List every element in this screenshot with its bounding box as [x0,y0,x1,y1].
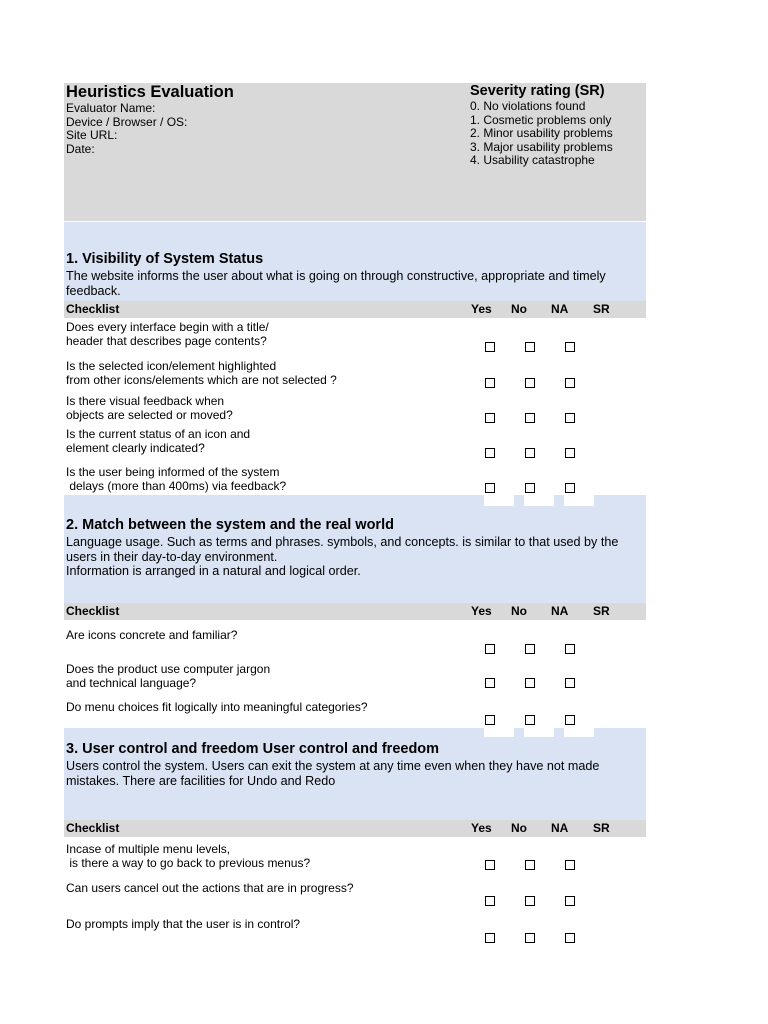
yes-checkbox[interactable] [485,933,495,943]
column-sr: SR [593,821,610,835]
na-checkbox[interactable] [565,378,575,388]
white-cell [484,728,514,737]
section-description: The website informs the user about what is going on through constructive, appropriate and timely feedback. [66,269,606,298]
white-cell [524,495,554,506]
yes-checkbox[interactable] [485,342,495,352]
yes-checkbox[interactable] [485,448,495,458]
severity-legend [470,100,613,168]
field-evaluator-name: Evaluator Name: [66,101,156,115]
yes-checkbox[interactable] [485,715,495,725]
na-checkbox[interactable] [565,933,575,943]
section-title: 3. User control and freedom User control and freedom [66,741,440,757]
question-item: Does the product use computer jargon and technical language? [66,662,271,690]
question-item: Is the current status of an icon and element clearly indicated? [66,427,251,455]
yes-checkbox[interactable] [485,678,495,688]
question-item: Can users cancel out the actions that are in progress? [66,881,354,895]
no-checkbox[interactable] [525,342,535,352]
white-cell [524,728,554,737]
question-item: Are icons concrete and familiar? [66,628,238,642]
yes-checkbox[interactable] [485,483,495,493]
no-checkbox[interactable] [525,678,535,688]
question-item: Is the selected icon/element highlighted from other icons/elements which are not selected ? [66,359,337,387]
severity-level-1: 1. Cosmetic problems only [470,112,612,127]
no-checkbox[interactable] [525,378,535,388]
no-checkbox[interactable] [525,896,535,906]
checklist-header [64,603,646,620]
severity-level-3: 3. Major usability problems [470,139,613,154]
na-checkbox[interactable] [565,896,575,906]
na-checkbox[interactable] [565,644,575,654]
severity-level-0: 0. No violations found [470,99,586,113]
yes-checkbox[interactable] [485,860,495,870]
field-site-url: Site URL: [66,128,118,143]
column-sr: SR [593,604,610,618]
checklist-header [64,820,646,837]
column-yes: Yes [471,302,492,316]
column-no: No [511,604,527,618]
evaluator-fields [66,102,187,156]
question-item: Incase of multiple menu levels, is there a way to go back to previous menus? [66,842,311,870]
white-cell [484,495,514,506]
question-item: Is there visual feedback when objects are selected or moved? [66,394,233,422]
na-checkbox[interactable] [565,448,575,458]
section-intro-visibility [64,222,646,301]
checklist-label: Checklist [66,604,120,618]
yes-checkbox[interactable] [485,413,495,423]
question-item: Do prompts imply that the user is in control? [66,917,301,931]
na-checkbox[interactable] [565,715,575,725]
yes-checkbox[interactable] [485,896,495,906]
column-yes: Yes [471,821,492,835]
severity-level-4: 4. Usability catastrophe [470,153,595,167]
na-checkbox[interactable] [565,860,575,870]
column-na: NA [551,821,569,835]
page-title: Heuristics Evaluation [66,83,234,101]
na-checkbox[interactable] [565,678,575,688]
checklist-label: Checklist [66,821,120,835]
white-cell [564,728,594,737]
na-checkbox[interactable] [565,342,575,352]
no-checkbox[interactable] [525,644,535,654]
field-date: Date: [66,141,95,156]
section-title: 2. Match between the system and the real world [66,517,394,533]
header-block [64,83,646,221]
severity-level-2: 2. Minor usability problems [470,126,613,140]
section-description: Users control the system. Users can exit the system at any time even when they have not made mistakes. There are facilities for Undo and Redo [66,759,600,788]
no-checkbox[interactable] [525,483,535,493]
no-checkbox[interactable] [525,933,535,943]
section-intro-user-control [64,728,646,820]
severity-title: Severity rating (SR) [470,83,605,99]
checklist-label: Checklist [66,302,120,316]
column-no: No [511,302,527,316]
column-no: No [511,821,527,835]
no-checkbox[interactable] [525,715,535,725]
question-item: Is the user being informed of the system delays (more than 400ms) via feedback? [66,465,287,493]
column-sr: SR [593,302,610,316]
question-item: Do menu choices fit logically into meaningful categories? [66,700,368,714]
na-checkbox[interactable] [565,413,575,423]
section-title: 1. Visibility of System Status [66,251,264,267]
no-checkbox[interactable] [525,860,535,870]
question-item: Does every interface begin with a title/ header that describes page contents? [66,320,269,348]
column-na: NA [551,302,569,316]
no-checkbox[interactable] [525,448,535,458]
yes-checkbox[interactable] [485,644,495,654]
section-description: Language usage. Such as terms and phrases. symbols, and concepts. is similar to that used by the users in their day-to-day environment. Information is arranged in a natural and logical order. [66,535,619,579]
field-device-browser-os: Device / Browser / OS: [66,114,188,129]
checklist-header [64,301,646,318]
white-cell [564,495,594,506]
no-checkbox[interactable] [525,413,535,423]
na-checkbox[interactable] [565,483,575,493]
yes-checkbox[interactable] [485,378,495,388]
section-intro-real-world [64,495,646,603]
column-yes: Yes [471,604,492,618]
column-na: NA [551,604,569,618]
